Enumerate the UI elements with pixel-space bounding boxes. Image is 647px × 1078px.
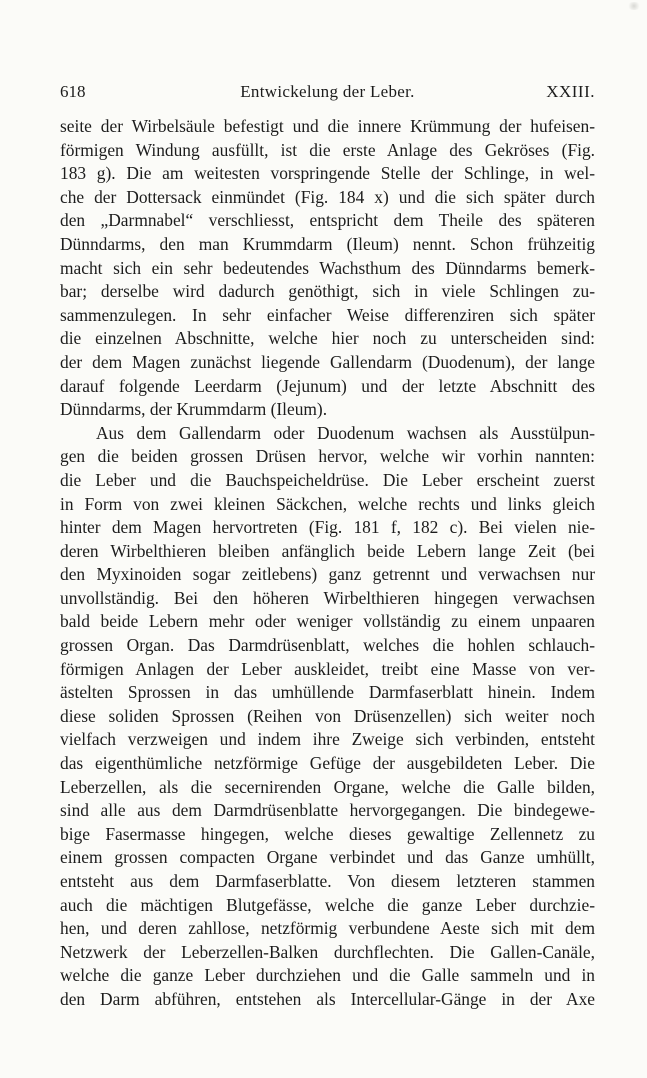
text-line: 183 g). Die am weitesten vorspringende Stelle der Schlinge, in wel- xyxy=(60,163,595,184)
text-line: der dem Magen zunächst liegende Gallendarm (Duodenum), der lange xyxy=(60,351,595,372)
text-line: hen, und deren zahllose, netzförmig verbundene Aeste sich mit dem xyxy=(60,918,595,939)
paragraph-last-line: Dünndarms, der Krummdarm (Ileum). xyxy=(60,399,328,420)
text-line: förmigen Windung ausfüllt, ist die erste Anlage des Gekröses (Fig. xyxy=(60,139,595,160)
text-line: ästelten Sprossen in das umhüllende Darmfaserblatt hinein. Indem xyxy=(60,682,595,703)
paper-speck xyxy=(627,2,641,10)
text-line: deren Wirbelthieren bleiben anfänglich beide Lebern lange Zeit (bei xyxy=(60,540,595,561)
text-line: förmigen Anlagen der Leber auskleidet, treibt eine Masse von ver- xyxy=(60,658,595,679)
text-line: vielfach verzweigen und indem ihre Zweige sich verbinden, entsteht xyxy=(60,729,595,750)
text-line: sind alle aus dem Darmdrüsenblatte hervorgegangen. Die bindegewe- xyxy=(60,800,595,821)
body-text xyxy=(60,115,595,1012)
text-line: den Darm abführen, entstehen als Intercellular-Gänge in der Axe xyxy=(60,988,595,1009)
page-header xyxy=(60,82,595,108)
page-number: 618 xyxy=(60,82,86,101)
text-line: auch die mächtigen Blutgefässe, welche die ganze Leber durchzie- xyxy=(60,894,595,915)
text-line: einem grossen compacten Organe verbindet und das Ganze umhüllt, xyxy=(60,847,595,868)
text-line: hinter dem Magen hervortreten (Fig. 181 f, 182 c). Bei vielen nie- xyxy=(60,517,595,538)
text-line: diese soliden Sprossen (Reihen von Drüsenzellen) sich weiter noch xyxy=(60,705,595,726)
text-line: che der Dottersack einmündet (Fig. 184 x) und die sich später durch xyxy=(60,186,595,207)
text-line: das eigenthümliche netzförmige Gefüge der ausgebildeten Leber. Die xyxy=(60,753,595,774)
text-line: den Myxinoiden sogar zeitlebens) ganz getrennt und verwachsen nur xyxy=(60,564,595,585)
text-line: seite der Wirbelsäule befestigt und die innere Krümmung der hufeisen- xyxy=(60,116,595,136)
text-line: Leberzellen, als die secernirenden Organe, welche die Galle bilden, xyxy=(60,776,595,797)
text-line: bald beide Lebern mehr oder weniger vollständig zu einem unpaaren xyxy=(60,611,595,632)
running-title: Entwickelung der Leber. xyxy=(240,82,415,101)
text-line: sammenzulegen. In sehr einfacher Weise differenziren sich später xyxy=(60,304,595,325)
paragraph-first-line: Aus dem Gallendarm oder Duodenum wachsen als Ausstülpun- xyxy=(96,422,595,443)
text-line: bige Fasermasse hingegen, welche dieses gewaltige Zellennetz zu xyxy=(60,823,595,844)
text-line: die Leber und die Bauchspeicheldrüse. Die Leber erscheint zuerst xyxy=(60,469,595,490)
text-line: Dünndarms, den man Krummdarm (Ileum) nennt. Schon frühzeitig xyxy=(60,233,595,254)
text-line: entsteht aus dem Darmfaserblatte. Von diesem letzteren stammen xyxy=(60,871,595,891)
text-line: bar; derselbe wird dadurch genöthigt, sich in viele Schlingen zu- xyxy=(60,281,595,302)
text-line: in Form von zwei kleinen Säckchen, welche rechts und links gleich xyxy=(60,493,595,514)
text-line: den „Darmnabel“ verschliesst, entspricht dem Theile des späteren xyxy=(60,210,595,231)
text-line: gen die beiden grossen Drüsen hervor, welche wir vorhin nannten: xyxy=(60,446,595,467)
text-line: Netzwerk der Leberzellen-Balken durchflechten. Die Gallen-Canäle, xyxy=(60,941,595,962)
text-line: macht sich ein sehr bedeutendes Wachsthum des Dünndarms bemerk- xyxy=(60,257,595,278)
text-line: unvollständig. Bei den höheren Wirbelthieren hingegen verwachsen xyxy=(60,587,595,608)
text-line: darauf folgende Leerdarm (Jejunum) und der letzte Abschnitt des xyxy=(60,375,595,396)
chapter-number: XXIII. xyxy=(546,82,595,101)
text-line: grossen Organ. Das Darmdrüsenblatt, welches die hohlen schlauch- xyxy=(60,635,595,656)
text-line: welche die ganze Leber durchziehen und die Galle sammeln und in xyxy=(60,965,595,986)
text-line: die einzelnen Abschnitte, welche hier noch zu unterscheiden sind: xyxy=(60,328,595,349)
